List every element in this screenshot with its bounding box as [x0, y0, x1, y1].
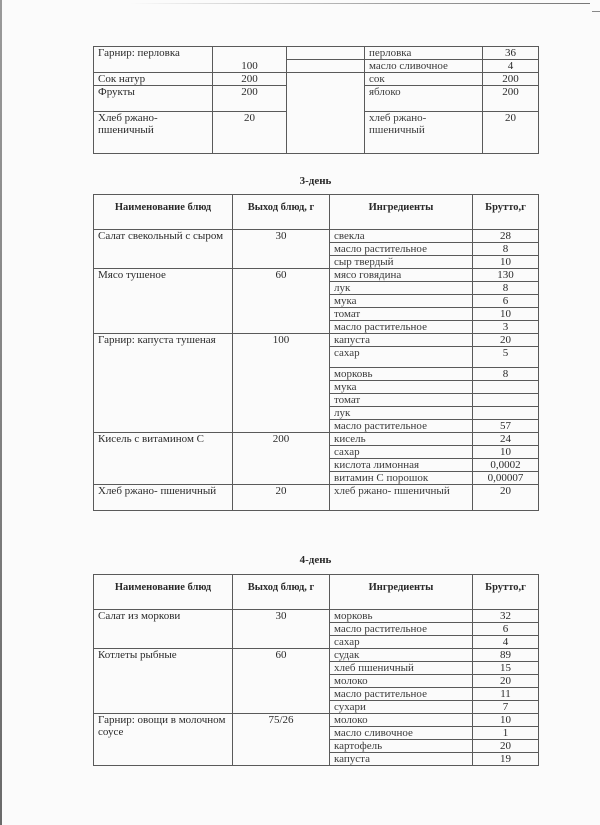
- ingredient-name: масло растительное: [330, 321, 473, 334]
- header-ingredients: Ингредиенты: [330, 575, 473, 610]
- header-ingredients: Ингредиенты: [330, 195, 473, 230]
- ingredient-name: судак: [330, 649, 473, 662]
- dish-output: 75/26: [233, 714, 330, 766]
- table-row: [94, 269, 539, 282]
- ingredient-brutto: 20: [483, 112, 539, 154]
- ingredient-name: мука: [330, 381, 473, 394]
- ingredient-brutto: 15: [473, 662, 539, 675]
- header-row: [94, 575, 539, 610]
- ingredient-name: хлеб ржано- пшеничный: [330, 485, 473, 511]
- ingredient-brutto: 28: [473, 230, 539, 243]
- header-dish: Наименование блюд: [94, 575, 233, 610]
- dish-name: Гарнир: овощи в молочном соусе: [94, 714, 233, 766]
- day3-menu-table: [93, 194, 539, 511]
- ingredient-brutto: 32: [473, 610, 539, 623]
- ingredient-brutto: 6: [473, 623, 539, 636]
- ingredient-brutto: 200: [483, 86, 539, 112]
- dish-output: 100: [233, 334, 330, 433]
- day4-title: 4-день: [299, 554, 332, 566]
- ingredient-name: кисель: [330, 433, 473, 446]
- table-row: [94, 230, 539, 243]
- dish-name: Салат из моркови: [94, 610, 233, 649]
- table-row: [94, 73, 539, 86]
- ingredient-brutto: 8: [473, 243, 539, 256]
- scan-edge-top: [130, 3, 590, 4]
- ingredient-name: витамин С порошок: [330, 472, 473, 485]
- ingredient-name: морковь: [330, 368, 473, 381]
- empty-cell: [287, 73, 365, 154]
- ingredient-name: масло сливочное: [365, 60, 483, 73]
- ingredient-name: хлеб пшеничный: [330, 662, 473, 675]
- header-brutto: Брутто,г: [473, 195, 539, 230]
- ingredient-name: сухари: [330, 701, 473, 714]
- header-row: [94, 195, 539, 230]
- ingredient-name: масло растительное: [330, 420, 473, 433]
- ingredient-name: молоко: [330, 714, 473, 727]
- ingredient-name: сок: [365, 73, 483, 86]
- ingredient-brutto: 24: [473, 433, 539, 446]
- ingredient-brutto: 130: [473, 269, 539, 282]
- dish-name: Котлеты рыбные: [94, 649, 233, 714]
- dish-output: 100: [213, 47, 287, 73]
- dish-output: 200: [213, 86, 287, 112]
- table-row: [94, 714, 539, 727]
- dish-name: Мясо тушеное: [94, 269, 233, 334]
- ingredient-brutto: [473, 394, 539, 407]
- header-output: Выход блюд, г: [233, 195, 330, 230]
- ingredient-brutto: 10: [473, 446, 539, 459]
- table-row: [94, 433, 539, 446]
- ingredient-brutto: 10: [473, 256, 539, 269]
- ingredient-name: сыр твердый: [330, 256, 473, 269]
- ingredient-name: хлеб ржано-пшеничный: [365, 112, 483, 154]
- dish-name: Гарнир: перловка: [94, 47, 213, 73]
- ingredient-name: томат: [330, 394, 473, 407]
- ingredient-name: мука: [330, 295, 473, 308]
- ingredient-brutto: [473, 407, 539, 420]
- ingredient-name: яблоко: [365, 86, 483, 112]
- dish-output: 200: [213, 73, 287, 86]
- ingredient-name: сахар: [330, 446, 473, 459]
- table-row: [94, 47, 539, 60]
- dish-name: Кисель с витамином С: [94, 433, 233, 485]
- dish-output: 30: [233, 230, 330, 269]
- ingredient-brutto: 20: [473, 740, 539, 753]
- ingredient-name: капуста: [330, 334, 473, 347]
- ingredient-brutto: 20: [473, 485, 539, 511]
- ingredient-name: сахар: [330, 636, 473, 649]
- ingredient-brutto: 0,0002: [473, 459, 539, 472]
- ingredient-brutto: 4: [473, 636, 539, 649]
- ingredient-name: масло растительное: [330, 243, 473, 256]
- continued-menu-table: [93, 46, 539, 154]
- day4-menu-table: [93, 574, 539, 766]
- ingredient-brutto: 7: [473, 701, 539, 714]
- header-output: Выход блюд, г: [233, 575, 330, 610]
- header-brutto: Брутто,г: [473, 575, 539, 610]
- dish-output: 30: [233, 610, 330, 649]
- ingredient-brutto: 57: [473, 420, 539, 433]
- header-dish: Наименование блюд: [94, 195, 233, 230]
- dish-name: Хлеб ржано-пшеничный: [94, 112, 213, 154]
- ingredient-brutto: 36: [483, 47, 539, 60]
- dish-output: 20: [213, 112, 287, 154]
- empty-cell: [287, 60, 365, 73]
- ingredient-brutto: 11: [473, 688, 539, 701]
- dish-output: 200: [233, 433, 330, 485]
- dish-name: Гарнир: капуста тушеная: [94, 334, 233, 433]
- ingredient-brutto: 5: [473, 347, 539, 368]
- ingredient-name: масло растительное: [330, 688, 473, 701]
- day3-title: 3-день: [299, 175, 332, 187]
- ingredient-brutto: 1: [473, 727, 539, 740]
- ingredient-name: свекла: [330, 230, 473, 243]
- ingredient-brutto: 8: [473, 282, 539, 295]
- dish-name: Сок натур: [94, 73, 213, 86]
- ingredient-brutto: 19: [473, 753, 539, 766]
- ingredient-brutto: 10: [473, 308, 539, 321]
- ingredient-name: морковь: [330, 610, 473, 623]
- table-row: [94, 334, 539, 347]
- ingredient-brutto: 6: [473, 295, 539, 308]
- scan-edge-left: [0, 0, 2, 825]
- ingredient-name: масло сливочное: [330, 727, 473, 740]
- ingredient-name: картофель: [330, 740, 473, 753]
- ingredient-name: мясо говядина: [330, 269, 473, 282]
- dish-name: Фрукты: [94, 86, 213, 112]
- ingredient-brutto: 89: [473, 649, 539, 662]
- dish-output: 20: [233, 485, 330, 511]
- table-row: [94, 610, 539, 623]
- ingredient-brutto: 3: [473, 321, 539, 334]
- ingredient-name: сахар: [330, 347, 473, 368]
- ingredient-brutto: [473, 381, 539, 394]
- ingredient-name: лук: [330, 282, 473, 295]
- ingredient-brutto: 8: [473, 368, 539, 381]
- ingredient-brutto: 20: [473, 334, 539, 347]
- table-row: [94, 485, 539, 511]
- ingredient-name: лук: [330, 407, 473, 420]
- ingredient-name: томат: [330, 308, 473, 321]
- ingredient-name: молоко: [330, 675, 473, 688]
- ingredient-name: масло растительное: [330, 623, 473, 636]
- dish-name: Хлеб ржано- пшеничный: [94, 485, 233, 511]
- empty-cell: [287, 47, 365, 60]
- ingredient-brutto: 4: [483, 60, 539, 73]
- ingredient-brutto: 0,00007: [473, 472, 539, 485]
- scan-edge-mark: [592, 11, 600, 12]
- ingredient-brutto: 20: [473, 675, 539, 688]
- dish-output: 60: [233, 269, 330, 334]
- ingredient-brutto: 10: [473, 714, 539, 727]
- dish-output: 60: [233, 649, 330, 714]
- ingredient-brutto: 200: [483, 73, 539, 86]
- table-row: [94, 649, 539, 662]
- ingredient-name: кислота лимонная: [330, 459, 473, 472]
- dish-name: Салат свекольный с сыром: [94, 230, 233, 269]
- ingredient-name: перловка: [365, 47, 483, 60]
- ingredient-name: капуста: [330, 753, 473, 766]
